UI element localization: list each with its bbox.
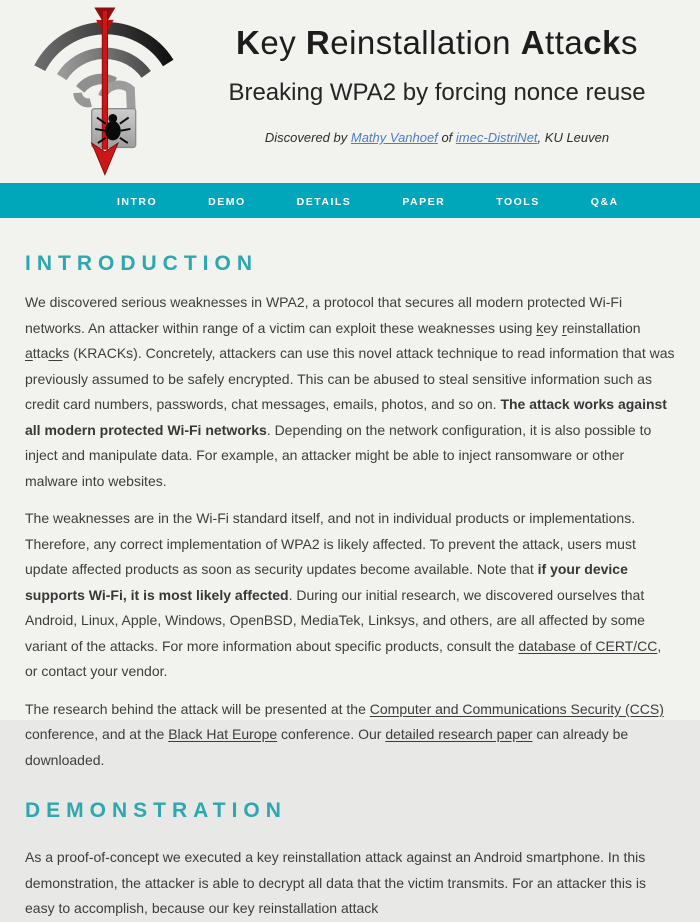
header <box>0 0 700 183</box>
nav-item-intro[interactable]: INTRO <box>117 195 158 208</box>
nav-item <box>297 192 352 210</box>
nav-item-tools[interactable]: TOOLS <box>496 195 540 208</box>
text-link[interactable]: Computer and Communications Security (CCS) <box>369 700 664 717</box>
nav-item <box>496 192 539 210</box>
nav-item <box>402 192 445 210</box>
krack-logo <box>16 2 192 182</box>
paragraph: As a proof-of-concept we executed a key reinstallation attack against an Android smartphone. In this demonstration, the attacker is able to decrypt all data that the victim transmits. For an attacker this is easy to accomplish, because our key reinstallation attack <box>25 849 646 916</box>
section-heading-introduction: INTRODUCTION <box>25 252 258 275</box>
main-content <box>0 252 700 922</box>
nav-item-details[interactable]: DETAILS <box>296 195 352 208</box>
site-title: Key Reinstallation Attacks <box>236 24 638 61</box>
nav-item-demo[interactable]: DEMO <box>208 195 246 208</box>
header-text <box>192 2 682 183</box>
text-link[interactable]: detailed research paper <box>385 726 533 742</box>
paragraph: The weaknesses are in the Wi-Fi standard itself, and not in individual products or implementations. Therefore, any correct implementation of WPA2 is likely affected. To prevent the attack, users must update affected products as soon as security updates become available. Note that if your device supports Wi-Fi, it is most likely affected. During our initial research, we discovered ourselves that Android, Linux, Apple, Windows, OpenBSD, MediaTek, Linksys, and others, are all affected by some variant of the attacks. For more information about specific products, consult the database of CERT/CC, or contact your vendor. <box>25 510 662 679</box>
section-body-demonstration <box>25 845 675 922</box>
section-body-introduction <box>25 290 675 773</box>
nav-item-paper[interactable]: PAPER <box>402 195 446 208</box>
text-link[interactable]: database of CERT/CC <box>518 637 658 654</box>
text-link[interactable]: Black Hat Europe <box>168 726 278 742</box>
nav-item <box>117 192 157 210</box>
nav-item-q-a[interactable]: Q&A <box>590 195 619 208</box>
site-subtitle: Breaking WPA2 by forcing nonce reuse <box>228 79 646 106</box>
section-demonstration <box>25 799 675 922</box>
section-introduction <box>25 252 675 773</box>
paragraph: The research behind the attack will be presented at the Computer and Communications Security (CCS) conference, and at the Black Hat Europe conference. Our detailed research paper can already be downloaded. <box>25 700 664 768</box>
nav-list <box>0 192 619 210</box>
byline: Discovered by Mathy Vanhoef of imec-DistriNet, KU Leuven <box>264 130 610 145</box>
byline-link[interactable]: imec-DistriNet <box>455 130 538 145</box>
section-heading-demonstration: DEMONSTRATION <box>25 799 287 822</box>
byline-link[interactable]: Mathy Vanhoef <box>350 130 438 145</box>
nav-item <box>208 192 246 210</box>
navbar <box>0 183 700 218</box>
nav-item <box>591 192 619 210</box>
paragraph: We discovered serious weaknesses in WPA2, a protocol that secures all modern protected Wi-Fi networks. An attacker within range of a victim can exploit these weaknesses using key reinstallation attacks (KRACKs). Concretely, attackers can use this novel attack technique to read information that was previously assumed to be safely encrypted. This can be abused to steal sensitive information such as credit card numbers, passwords, chat messages, emails, photos, and so on. The attack works against all modern protected Wi-Fi networks. Depending on the network configuration, it is also possible to inject and manipulate data. For example, an attacker might be able to inject ransomware or other malware into websites. <box>25 294 675 489</box>
krack-logo-image <box>16 2 192 182</box>
